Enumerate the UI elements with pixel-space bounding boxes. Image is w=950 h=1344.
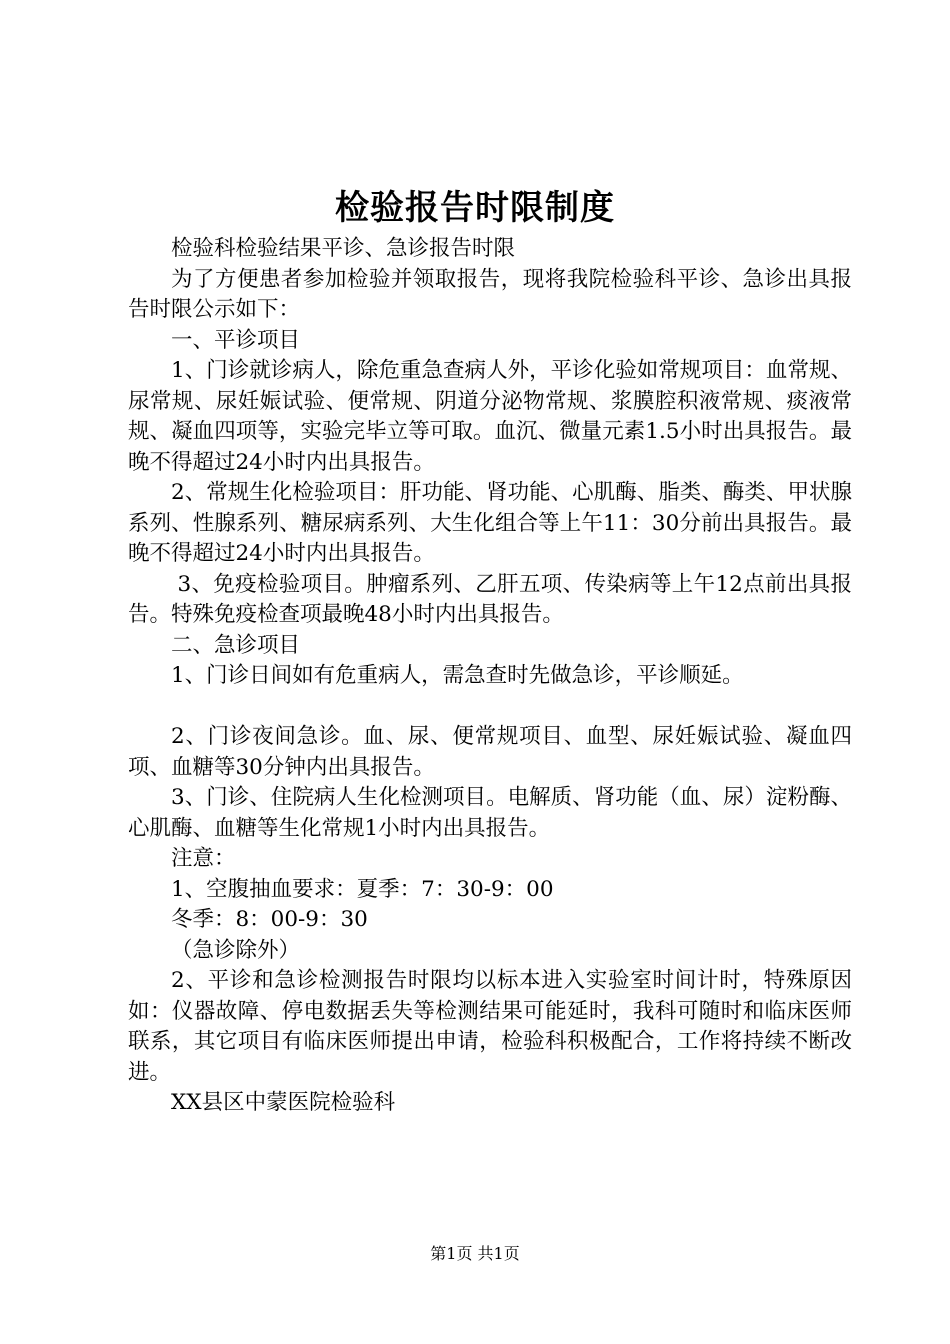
note-1-winter: 冬季：8：00-9：30 bbox=[171, 907, 368, 932]
section-heading-routine: 一、平诊项目 bbox=[171, 327, 301, 353]
note-1: 1、空腹抽血要求：夏季：7：30-9：00 bbox=[171, 876, 554, 902]
section-heading-emergency: 二、急诊项目 bbox=[171, 632, 301, 658]
paragraph-routine-2: 2、常规生化检验项目：肝功能、肾功能、心肌酶、脂类、酶类、甲状腺系列、性腺系列、糖尿病系列、大生化组合等上午11：30分前出具报告。最晚不得超过24小时内出具报告。 bbox=[128, 480, 852, 566]
note-heading: 注意： bbox=[171, 846, 236, 871]
blank-line bbox=[128, 692, 852, 723]
note-2: 2、平诊和急诊检测报告时限均以标本进入实验室时间计时，特殊原因如：仪器故障、停电数据丢失等检测结果可能延时，我科可随时和临床医师联系，其它项目有临床医师提出申请，检验科积极配合，工作将持续不断改进。 bbox=[128, 968, 852, 1085]
paragraph-emergency-3: 3、门诊、住院病人生化检测项目。电解质、肾功能（血、尿）淀粉酶、心肌酶、血糖等生化常规1小时内出具报告。 bbox=[128, 785, 852, 841]
paragraph-subtitle: 检验科检验结果平诊、急诊报告时限 bbox=[171, 236, 516, 261]
paragraph-routine-3: 3、免疫检验项目。肿瘤系列、乙肝五项、传染病等上午12点前出具报告。特殊免疫检查项最晚48小时内出具报告。 bbox=[128, 571, 852, 627]
document-title: 检验报告时限制度 bbox=[335, 188, 615, 228]
document-body bbox=[128, 234, 852, 1119]
paragraph-emergency-2: 2、门诊夜间急诊。血、尿、便常规项目、血型、尿妊娠试验、凝血四项、血糖等30分钟内出具报告。 bbox=[128, 724, 852, 780]
paragraph-emergency-1: 1、门诊日间如有危重病人，需急查时先做急诊，平诊顺延。 bbox=[171, 663, 744, 688]
paragraph-intro: 为了方便患者参加检验并领取报告，现将我院检验科平诊、急诊出具报告时限公示如下： bbox=[128, 266, 852, 322]
note-1-exception: （急诊除外） bbox=[171, 937, 301, 963]
signature-department: XX县区中蒙医院检验科 bbox=[171, 1090, 396, 1115]
paragraph-routine-1: 1、门诊就诊病人，除危重急查病人外，平诊化验如常规项目：血常规、尿常规、尿妊娠试验、便常规、阴道分泌物常规、浆膜腔积液常规、痰液常规、凝血四项等，实验完毕立等可取。血沉、微量元素1.5小时出具报告。最晚不得超过24小时内出具报告。 bbox=[128, 358, 852, 475]
page-footer: 第1页 共1页 bbox=[430, 1244, 520, 1263]
